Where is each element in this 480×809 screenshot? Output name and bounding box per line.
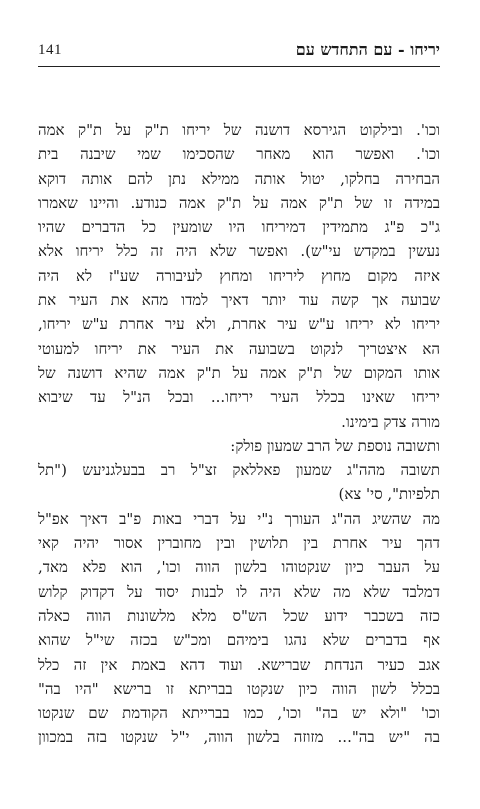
- text-line: תשובה מהה"ג שמעון פאללאק זצ"ל רב בבעלגניעש ("תל: [38, 461, 440, 480]
- text-line: וכו'. ובילקוט הגירסא דושנה של יריחו ת"ק על ת"ק אמה: [38, 121, 440, 139]
- text-line: אגב כעיר הנדחת שברישא. ועוד דהא באמת אין זה כלל: [38, 655, 440, 674]
- text-line: בה "יש בה"... מזוזה בלשון הווה, י"ל שנקטו בזה במכוון: [38, 728, 440, 747]
- text-line: אף בדברים שלא נהגו בימיהם ומכ"ש בכזה שי"ל שהוא: [38, 631, 440, 650]
- text-line: כזה בשכבר ידוע שכל הש"ס מלא מלשונות הווה כאלה: [38, 606, 440, 625]
- text-line: דהך עיר אחרת בין תלושין ובין מחוברין אסור יהיה קאי: [38, 534, 440, 553]
- text-line: הבחירה בחלקו, יטול אותה ממילא נתן להם אותה דוקא: [38, 169, 440, 188]
- text-line: וכו' "ולא יש בה" וכו', כמו בברייתא הקודמת שם שנקטו: [38, 704, 440, 723]
- text-line: הא איצטריך לנקוט בשבועה את העיר את יריחו למעוטי: [38, 339, 440, 358]
- text-line: במידה זו של ת"ק אמה על ת"ק אמה כנודע. והיינו שאמרו: [38, 193, 440, 212]
- text-line: בכלל לשון הווה כיון שנקטו בבריתא זו ברישא "היו בה": [38, 679, 440, 698]
- text-line: אותו המקום של ת"ק אמה על ת"ק אמה שהיא דושנה של: [38, 363, 440, 382]
- body-text: [38, 118, 440, 750]
- text-line: דמלבד שלא מה שלא היה לו לבנות יסוד על דקדוק קלוש: [38, 582, 440, 601]
- text-line: ג"כ פ"ג מתמידין דמיריחו היו שומעין כל הדברים שהיו: [38, 218, 440, 237]
- text-line: על העבר כיון שנקטוהו בלשון הווה וכו', הוא פלא מאד,: [38, 558, 440, 577]
- page-number: 141: [38, 42, 62, 58]
- text-line: מה שהשיג הה"ג העורך נ"י על דברי באות פ"ב דאיך אפ"ל: [38, 509, 440, 528]
- text-line: שבועה אך קשה עוד יותר דאיך למדו מהא את העיר את: [38, 291, 440, 310]
- text-line: וכו'. ואפשר הוא מאחר שהסכימו שמי שיבנה בית: [38, 145, 440, 164]
- text-line: נעשין במקדש עי"ש). ואפשר שלא היה זה כלל יריחו אלא: [38, 242, 440, 261]
- running-title: יריחו - עם התחדש עם: [295, 40, 440, 59]
- text-line: תלפיות", סי' צא): [338, 485, 440, 504]
- page-header: [38, 40, 440, 67]
- text-line: יריחו שאינו בכלל העיר יריחו... ובכל הנ"ל עד שיבוא: [38, 388, 440, 407]
- text-line: איזה מקום מחוץ ליריחו ומחוץ לעיבורה שע"ז לא היה: [38, 266, 440, 285]
- text-line: מורה צדק בימינו.: [341, 412, 440, 431]
- text-line: ותשובה נוספת של הרב שמעון פולק:: [230, 436, 440, 455]
- text-line: יריחו לא יריחו ע"ש עיר אחרת, ולא עיר אחרת ע"ש יריחו,: [38, 315, 440, 334]
